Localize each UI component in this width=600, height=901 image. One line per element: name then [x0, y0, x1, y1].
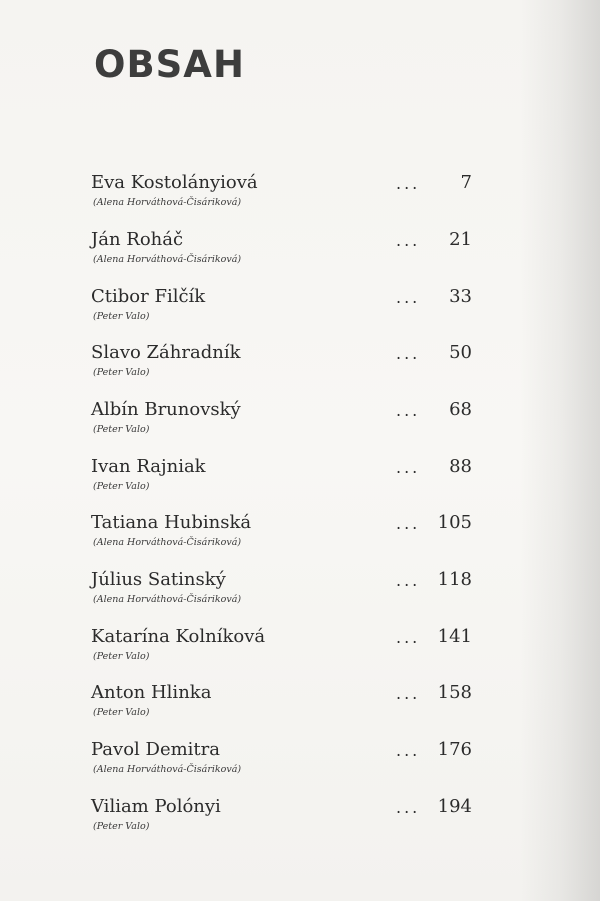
toc-entry [0, 796, 600, 846]
dot-leader: ... [396, 401, 421, 420]
toc-entry [0, 456, 600, 506]
entry-page-number: 50 [449, 342, 472, 363]
toc-entry [0, 626, 600, 676]
entry-name: Ján Roháč [91, 229, 184, 250]
entry-author: (Peter Valo) [93, 311, 150, 322]
dot-leader: ... [396, 231, 421, 250]
toc-entry [0, 172, 600, 222]
dot-leader: ... [396, 798, 421, 817]
entry-page-number: 68 [449, 399, 472, 420]
dot-leader: ... [396, 458, 421, 477]
dot-leader: ... [396, 288, 421, 307]
entry-page-number: 158 [437, 682, 472, 703]
dot-leader: ... [396, 344, 421, 363]
entry-author: (Peter Valo) [93, 651, 150, 662]
page-title: OBSAH [94, 43, 245, 86]
dot-leader: ... [396, 628, 421, 647]
dot-leader: ... [396, 514, 421, 533]
entry-name: Slavo Záhradník [91, 342, 241, 363]
entry-name: Pavol Demitra [91, 739, 220, 760]
entry-name: Viliam Polónyi [91, 796, 221, 817]
toc-entry [0, 512, 600, 562]
entry-page-number: 141 [437, 626, 472, 647]
entry-author: (Alena Horváthová-Čisáriková) [93, 197, 242, 208]
entry-page-number: 118 [437, 569, 472, 590]
toc-entry [0, 682, 600, 732]
entry-author: (Alena Horváthová-Čisáriková) [93, 594, 242, 605]
entry-author: (Peter Valo) [93, 367, 150, 378]
entry-name: Anton Hlinka [91, 682, 212, 703]
entry-name: Ivan Rajniak [91, 456, 206, 477]
entry-name: Eva Kostolányiová [91, 172, 258, 193]
entry-page-number: 194 [437, 796, 472, 817]
entry-author: (Peter Valo) [93, 821, 150, 832]
entry-author: (Alena Horváthová-Čisáriková) [93, 764, 242, 775]
entry-author: (Peter Valo) [93, 481, 150, 492]
entry-page-number: 7 [460, 172, 472, 193]
entry-name: Ctibor Filčík [91, 286, 206, 307]
entry-page-number: 105 [437, 512, 472, 533]
dot-leader: ... [396, 741, 421, 760]
entry-page-number: 33 [449, 286, 472, 307]
dot-leader: ... [396, 684, 421, 703]
entry-name: Július Satinský [91, 569, 226, 590]
entry-name: Katarína Kolníková [91, 626, 266, 647]
dot-leader: ... [396, 571, 421, 590]
entry-page-number: 21 [449, 229, 472, 250]
toc-entry [0, 286, 600, 336]
toc-entry [0, 342, 600, 392]
entry-name: Albín Brunovský [91, 399, 241, 420]
entry-author: (Peter Valo) [93, 424, 150, 435]
toc-entry [0, 229, 600, 279]
toc-entry [0, 399, 600, 449]
dot-leader: ... [396, 174, 421, 193]
entry-author: (Alena Horváthová-Čisáriková) [93, 537, 242, 548]
entry-author: (Peter Valo) [93, 707, 150, 718]
entry-name: Tatiana Hubinská [91, 512, 252, 533]
toc-entry [0, 739, 600, 789]
entry-author: (Alena Horváthová-Čisáriková) [93, 254, 242, 265]
entry-page-number: 176 [437, 739, 472, 760]
toc-entry [0, 569, 600, 619]
entry-page-number: 88 [449, 456, 472, 477]
